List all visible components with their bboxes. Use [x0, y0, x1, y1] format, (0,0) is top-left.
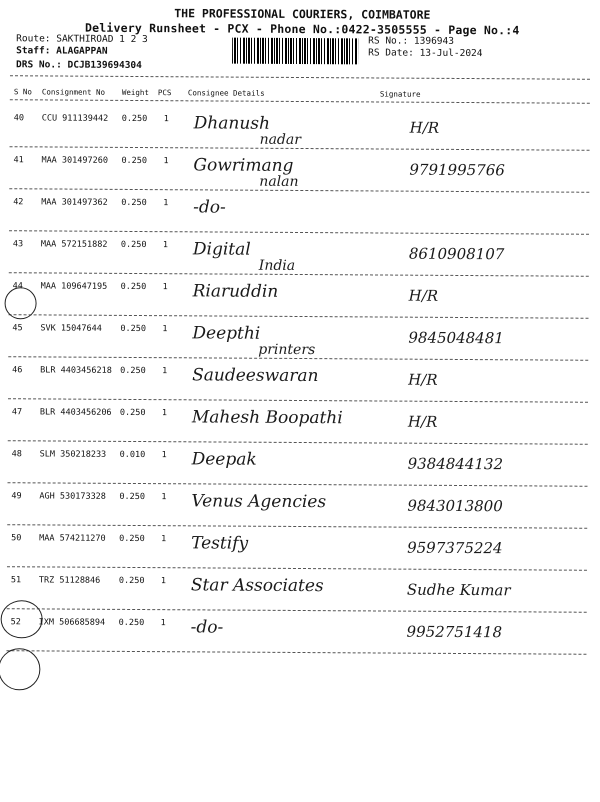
consignee-handwriting: Deepak: [191, 449, 257, 470]
row-consignment: IXM 506685894: [38, 617, 106, 628]
row-weight: 0.250: [120, 365, 146, 377]
signature-handwriting: 9597375224: [407, 538, 503, 558]
signature-handwriting: 9845048481: [408, 328, 504, 348]
signature-handwriting: H/R: [409, 118, 440, 137]
consignee-handwriting: Deepthi: [192, 323, 261, 344]
circle-mark: [4, 287, 36, 319]
consignee-handwriting: Dhanush: [193, 113, 271, 134]
row-weight: 0.250: [121, 197, 147, 209]
table-row: [10, 106, 590, 152]
row-consignment: BLR 4403456206: [39, 407, 112, 418]
consignee-handwriting: Saudeeswaran: [192, 365, 319, 387]
row-sno: 42: [13, 197, 24, 208]
table-row: [9, 148, 589, 194]
row-weight: 0.250: [119, 491, 146, 503]
staff-label: Staff: ALAGAPPAN: [16, 45, 108, 57]
signature-handwriting: 8610908107: [408, 244, 505, 264]
row-pcs: 1: [160, 618, 166, 629]
consignee-handwriting: -do-: [190, 617, 224, 638]
row-pcs: 1: [163, 198, 169, 209]
row-pcs: 1: [161, 534, 167, 545]
row-consignment: BLR 4403456218: [40, 365, 112, 376]
runsheet-title: Delivery Runsheet - PCX - Phone No.:0422-3505555 - Page No.:4: [84, 20, 520, 38]
row-weight: 0.250: [120, 281, 147, 293]
rs-number: RS No.: 1396943: [368, 35, 455, 47]
table-row: [9, 232, 589, 278]
table-row: [8, 400, 588, 446]
row-consignment: SVK 15047644: [40, 323, 102, 334]
row-pcs: 1: [162, 240, 169, 251]
row-sno: 43: [12, 239, 24, 250]
consignee-handwriting-2: India: [258, 257, 296, 274]
row-pcs: 1: [160, 576, 167, 587]
col-sno: S No: [13, 87, 32, 97]
row-sno: 50: [11, 533, 22, 544]
row-sno: 52: [10, 617, 21, 628]
signature-handwriting: 9843013800: [407, 496, 503, 516]
row-consignment: MAA 572151882: [40, 239, 108, 250]
signature-handwriting: 9384844132: [407, 454, 504, 474]
table-row: [9, 190, 589, 236]
table-row: [7, 568, 587, 614]
rs-date: RS Date: 13-Jul-2024: [368, 47, 483, 60]
row-consignment: SLM 350218233: [39, 449, 107, 460]
row-consignment: MAA 301497260: [41, 155, 109, 166]
col-consignment: Consignment No: [41, 87, 106, 97]
row-sno: 45: [12, 323, 23, 334]
signature-handwriting: H/R: [408, 286, 439, 305]
row-sno: 48: [11, 449, 22, 460]
consignee-handwriting: Mahesh Boopathi: [191, 407, 343, 429]
row-sno: 47: [11, 407, 23, 418]
row-consignment: MAA 301497362: [41, 197, 108, 208]
row-weight: 0.250: [119, 533, 145, 545]
col-signature: Signature: [379, 89, 421, 99]
col-consignee: Consignee Details: [187, 88, 265, 98]
col-pcs: PCS: [157, 88, 172, 98]
row-weight: 0.250: [120, 323, 147, 335]
row-consignment: AGH 530173328: [39, 491, 106, 502]
signature-handwriting: 9952751418: [406, 622, 503, 642]
col-weight: Weight: [121, 87, 149, 98]
table-row: [7, 526, 587, 572]
row-consignment: TRZ 51128846: [38, 575, 101, 586]
table-row: [6, 610, 586, 656]
row-weight: 0.010: [119, 449, 146, 461]
signature-handwriting: H/R: [407, 412, 438, 431]
consignee-handwriting: Riaruddin: [192, 281, 279, 302]
signature-handwriting: Sudhe Kumar: [406, 580, 511, 600]
row-weight: 0.250: [118, 575, 145, 587]
consignee-handwriting: Gowrimang: [193, 155, 294, 176]
row-pcs: 1: [161, 492, 167, 503]
circle-mark: [0, 648, 40, 690]
table-row: [9, 274, 589, 320]
row-pcs: 1: [161, 408, 168, 419]
company-title: THE PROFESSIONAL COURIERS, COIMBATORE: [174, 6, 431, 22]
consignee-handwriting: Digital: [192, 239, 251, 260]
consignee-handwriting-2: nadar: [259, 131, 302, 149]
column-divider: [10, 99, 590, 104]
row-weight: 0.250: [118, 617, 145, 629]
consignee-handwriting: Testify: [191, 533, 249, 554]
consignee-handwriting: Venus Agencies: [191, 491, 327, 513]
row-pcs: 1: [162, 324, 168, 335]
table-row: [8, 358, 588, 404]
signature-handwriting: H/R: [408, 370, 438, 389]
consignee-handwriting-2: nalan: [259, 173, 299, 190]
drs-number: DRS No.: DCJB139694304: [16, 59, 142, 72]
row-pcs: 1: [163, 156, 169, 167]
consignee-handwriting: Star Associates: [190, 575, 324, 597]
barcode: [232, 38, 358, 65]
row-sno: 41: [13, 155, 24, 166]
row-sno: 40: [13, 113, 24, 124]
row-weight: 0.250: [121, 113, 148, 125]
row-sno: 51: [10, 575, 22, 586]
row-pcs: 1: [162, 366, 168, 377]
row-consignment: MAA 109647195: [40, 281, 108, 292]
row-pcs: 1: [162, 282, 168, 293]
row-sno: 46: [12, 365, 23, 376]
row-weight: 0.250: [120, 239, 147, 251]
route-label: Route: SAKTHIROAD 1 2 3: [16, 33, 148, 46]
header-divider: [10, 75, 590, 80]
row-consignment: MAA 574211270: [39, 533, 106, 544]
circle-mark: [1, 600, 43, 638]
signature-handwriting: 9791995766: [409, 160, 505, 180]
row-weight: 0.250: [121, 155, 148, 167]
row-consignment: CCU 911139442: [41, 113, 109, 124]
row-sno: 44: [12, 281, 23, 292]
table-row: [8, 316, 588, 362]
consignee-handwriting: -do-: [193, 197, 226, 218]
row-weight: 0.250: [119, 407, 146, 419]
row-sno: 49: [11, 491, 22, 502]
table-row: [7, 484, 587, 530]
table-row: [7, 442, 587, 488]
row-pcs: 1: [163, 114, 169, 125]
row-pcs: 1: [161, 450, 167, 461]
consignee-handwriting-2: printers: [258, 341, 316, 359]
